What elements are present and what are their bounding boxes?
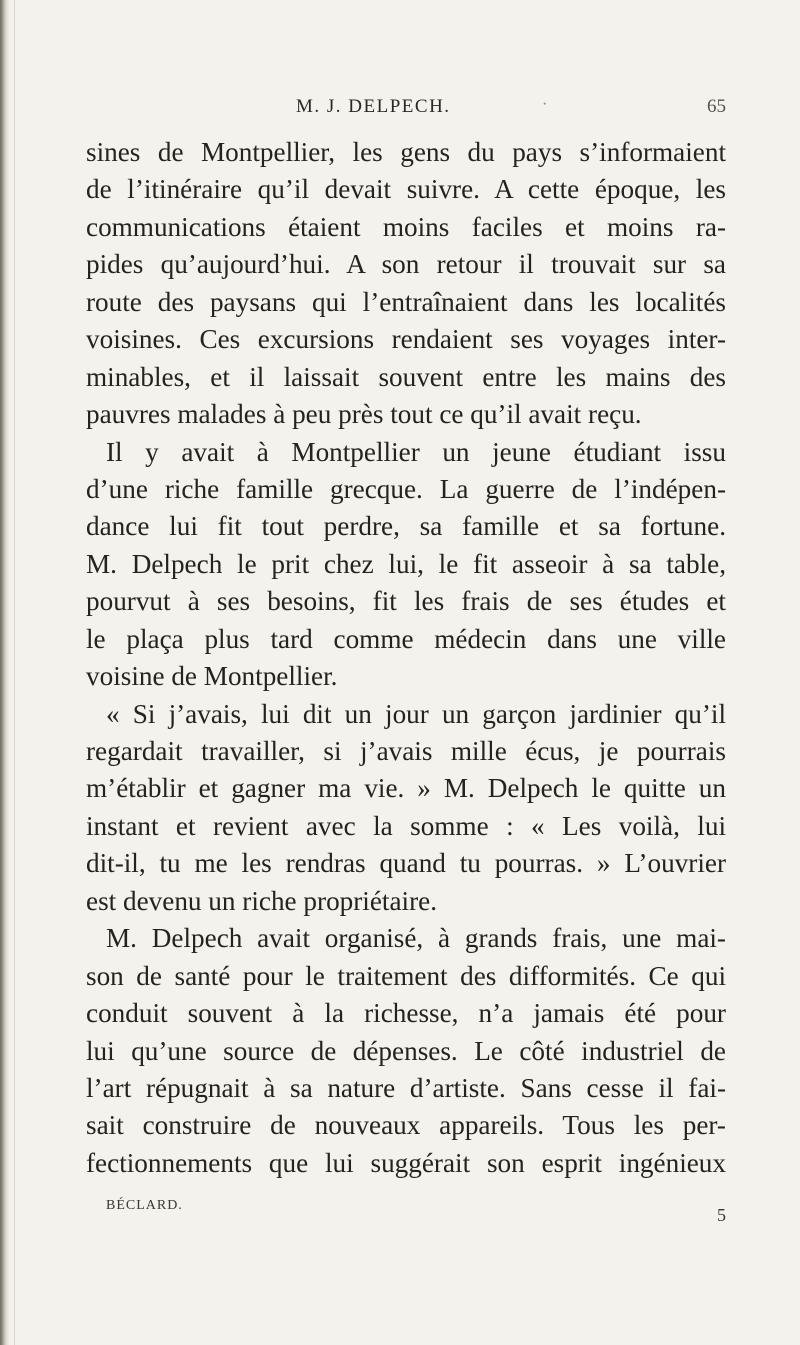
signature-number: 5 — [717, 1205, 726, 1225]
text-line: conduit souvent à la richesse, n’a jamais été pour — [86, 998, 726, 1029]
text-line: route des paysans qui l’entraînaient dans les localités — [86, 286, 726, 317]
text-line: sines de Montpellier, les gens du pays s’informaient — [86, 137, 726, 167]
text-line: lui qu’une source de dépenses. Le côté industriel de — [86, 1035, 726, 1066]
page-header — [86, 96, 726, 126]
text-line: instant et revient avec la somme : « Les voilà, lui — [86, 810, 726, 841]
text-line: de l’itinéraire qu’il devait suivre. A cette époque, les — [86, 174, 726, 205]
text-line: « Si j’avais, lui dit un jour un garçon jardinier qu’il — [106, 698, 726, 729]
text-line: fectionnements que lui suggérait son esprit ingénieux — [86, 1147, 726, 1178]
text-line: minables, et il laissait souvent entre les mains des — [86, 361, 726, 392]
text-line: l’art répugnait à sa nature d’artiste. Sans cesse il fai- — [86, 1072, 726, 1103]
text-line: regardait travailler, si j’avais mille écus, je pourrais — [86, 736, 726, 766]
text-line: pauvres malades à peu près tout ce qu’il avait reçu. — [86, 399, 642, 430]
text-line: voisine de Montpellier. — [86, 661, 338, 692]
text-line: m’établir et gagner ma vie. » M. Delpech le quitte un — [86, 773, 726, 804]
text-line: communications étaient moins faciles et moins ra- — [86, 211, 726, 242]
text-line: pides qu’aujourd’hui. A son retour il trouvait sur sa — [86, 249, 726, 280]
gutter-shadow-line — [14, 0, 15, 1345]
signature-mark: BÉCLARD. — [106, 1198, 183, 1213]
body-text — [86, 134, 726, 1182]
text-line: est devenu un riche propriétaire. — [86, 885, 438, 916]
text-line: M. Delpech avait organisé, à grands frais, une mai- — [106, 923, 726, 954]
text-line: M. Delpech le prit chez lui, le fit asseoir à sa table, — [86, 548, 726, 579]
text-line: dance lui fit tout perdre, sa famille et sa fortune. — [86, 511, 726, 542]
text-line: sait construire de nouveaux appareils. Tous les per- — [86, 1110, 726, 1141]
text-line: d’une riche famille grecque. La guerre de l’indépen- — [86, 473, 726, 504]
header-dot: · — [542, 96, 548, 113]
text-line: son de santé pour le traitement des difformités. Ce qui — [86, 960, 726, 991]
text-line: pourvut à ses besoins, fit les frais de ses études et — [86, 586, 726, 617]
text-line: dit-il, tu me les rendras quand tu pourras. » L’ouvrier — [86, 848, 726, 879]
text-line: le plaça plus tard comme médecin dans une ville — [86, 623, 726, 654]
binding-gutter — [0, 0, 10, 1345]
text-line: voisines. Ces excursions rendaient ses voyages inter- — [86, 324, 726, 355]
running-title: M. J. DELPECH. — [296, 96, 451, 117]
text-line: Il y avait à Montpellier un jeune étudiant issu — [106, 436, 726, 467]
page-footer — [106, 1198, 726, 1228]
page-number: 65 — [707, 96, 726, 117]
